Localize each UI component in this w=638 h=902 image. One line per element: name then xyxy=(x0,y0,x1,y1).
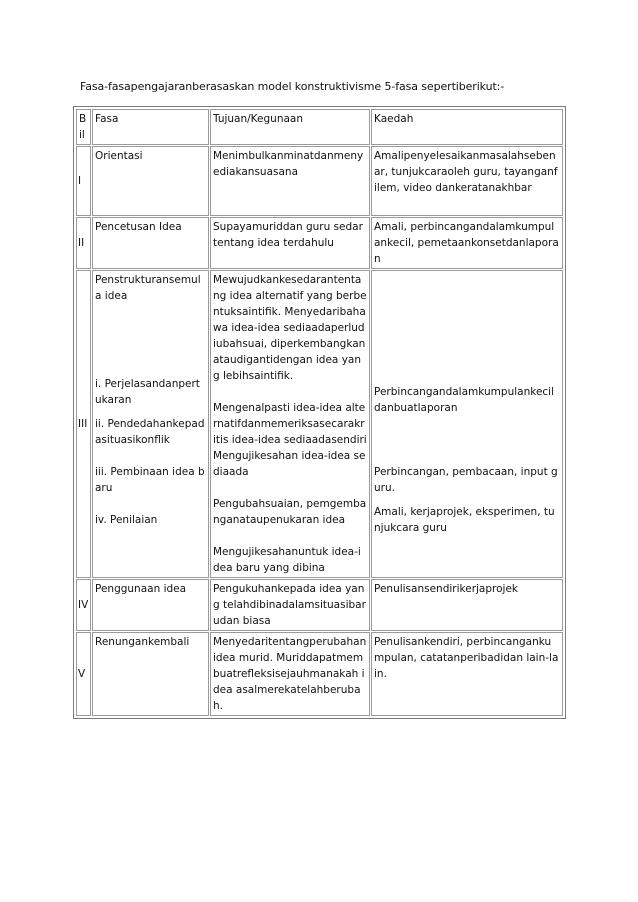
table-header-row xyxy=(76,109,563,145)
tujuan-step-i: Mengenalpasti idea-idea alternatifdanmemeriksasecarakritis idea-idea sediaadasendiri xyxy=(213,402,367,446)
row-kaedah: Penulisansendirikerjaprojek xyxy=(371,579,563,631)
tujuan-step-ii: Mengujikesahan idea-idea sediaada xyxy=(213,450,366,478)
row-bil: I xyxy=(76,146,91,216)
tujuan-step-iii: Pengubahsuaian, pemgembanganataupenukaran idea xyxy=(213,498,367,526)
row-kaedah xyxy=(371,270,563,578)
kaedah-step-i: Perbincangandalamkumpulankecildanbuatlaporan xyxy=(374,386,555,414)
header-bil: Bil xyxy=(76,109,91,145)
row-bil: III xyxy=(76,270,91,578)
row-fasa xyxy=(92,270,209,578)
fasa-step-iv: iv. Penilaian xyxy=(95,514,158,526)
row-tujuan xyxy=(210,270,370,578)
row-kaedah: Amali, perbincangandalamkumpulankecil, pemetaankonsetdanlaporan xyxy=(371,217,563,269)
tujuan-step-iv: Mengujikesahanuntuk idea-idea baru yang dibina xyxy=(213,546,361,574)
fasa-title: Penstrukturansemula idea xyxy=(95,274,201,302)
table-row xyxy=(76,579,563,631)
row-kaedah: Amalipenyelesaikanmasalahsebenar, tunjukcaraoleh guru, tayanganfilem, video dankeratanakhbar xyxy=(371,146,563,216)
fasa-step-iii: iii. Pembinaan idea baru xyxy=(95,466,205,494)
table-row xyxy=(76,217,563,269)
row-tujuan: Menimbulkanminatdanmenyediakansuasana xyxy=(210,146,370,216)
row-fasa: Orientasi xyxy=(92,146,209,216)
tujuan-intro: Mewujudkankesedarantentang idea alternatif yang berbentuksaintifik. Menyedaribahawa idea-idea sediaadaperludiubahsuai, diperkembangkanataudigantidengan idea yang lebihsaintifik. xyxy=(213,274,367,382)
row-bil: IV xyxy=(76,579,91,631)
fasa-step-i: i. Perjelasandanpertukaran xyxy=(95,378,200,406)
table-row xyxy=(76,632,563,716)
table-row xyxy=(76,270,563,578)
row-fasa: Pencetusan Idea xyxy=(92,217,209,269)
intro-text: Fasa-fasapengajaranberasaskan model konstruktivisme 5-fasa sepertiberikut:- xyxy=(80,80,505,93)
header-fasa: Fasa xyxy=(92,109,209,145)
row-tujuan: Pengukuhankepada idea yang telahdibinadalamsituasibarudan biasa xyxy=(210,579,370,631)
kaedah-step-ii: Perbincangan, pembacaan, input guru. xyxy=(374,466,558,494)
row-tujuan: Menyedaritentangperubahan idea murid. Muriddapatmembuatrefleksisejauhmanakah idea asalmerekatelahberubah. xyxy=(210,632,370,716)
fasa-step-ii: ii. Pendedahankepadasituasikonflik xyxy=(95,418,205,446)
table-row xyxy=(76,146,563,216)
row-bil: V xyxy=(76,632,91,716)
header-tujuan: Tujuan/Kegunaan xyxy=(210,109,370,145)
header-kaedah: Kaedah xyxy=(371,109,563,145)
row-kaedah: Penulisankendiri, perbincangankumpulan, catatanperibadidan lain-lain. xyxy=(371,632,563,716)
row-fasa: Renungankembali xyxy=(92,632,209,716)
kaedah-step-iii: Amali, kerjaprojek, eksperimen, tunjukcara guru xyxy=(374,506,555,534)
row-fasa: Penggunaan idea xyxy=(92,579,209,631)
row-bil: II xyxy=(76,217,91,269)
phases-table xyxy=(73,106,566,719)
row-tujuan: Supayamuriddan guru sedartentang idea terdahulu xyxy=(210,217,370,269)
